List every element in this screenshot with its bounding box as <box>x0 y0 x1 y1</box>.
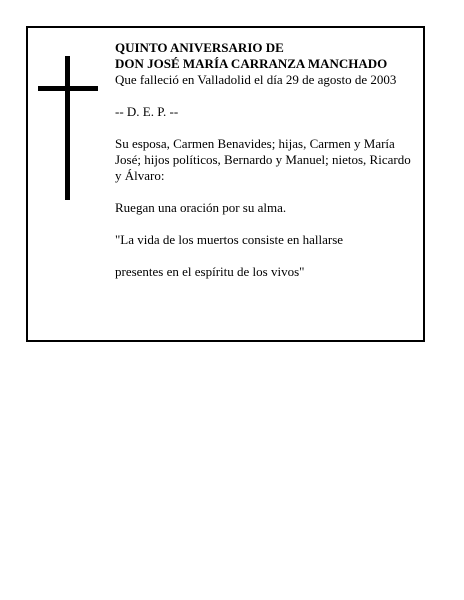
notice-family: Su esposa, Carmen Benavides; hijas, Carmen y María José; hijos políticos, Bernardo y Manuel; nietos, Ricardo y Álvaro: <box>115 136 411 183</box>
memorial-notice <box>26 26 425 342</box>
notice-quote-line1: "La vida de los muertos consiste en hallarse <box>115 232 344 247</box>
cross-icon <box>38 56 98 200</box>
notice-dep: -- D. E. P. -- <box>115 104 179 119</box>
notice-quote-line2: presentes en el espíritu de los vivos" <box>115 264 305 279</box>
notice-text <box>115 40 415 280</box>
cross-horizontal-bar <box>38 86 98 91</box>
notice-request: Ruegan una oración por su alma. <box>115 200 287 215</box>
notice-title-line2: DON JOSÉ MARÍA CARRANZA MANCHADO <box>115 56 388 71</box>
notice-subtitle: Que falleció en Valladolid el día 29 de agosto de 2003 <box>115 72 397 87</box>
cross-vertical-bar <box>65 56 70 200</box>
notice-title-line1: QUINTO ANIVERSARIO DE <box>115 40 284 55</box>
